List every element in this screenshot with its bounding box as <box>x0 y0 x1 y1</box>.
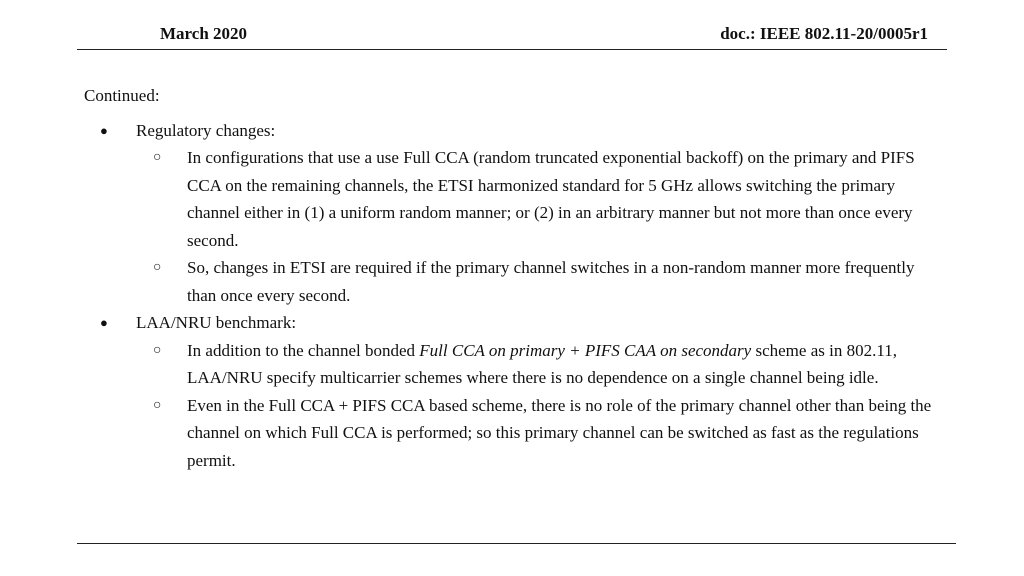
intro-text: Continued: <box>84 86 160 105</box>
sub-bullet-text-before: In addition to the channel bonded <box>187 340 420 360</box>
sub-bullet-multicarrier <box>84 337 947 392</box>
sub-bullet-text: Even in the Full CCA + PIFS CCA based scheme, there is no role of the primary channel other than being the channel on which Full CCA is performed; so this primary channel can be switched as fast as the regulations permit. <box>187 395 932 470</box>
header-divider <box>77 49 947 50</box>
sub-bullet-text-italic: Full CCA on primary + PIFS CAA on secondary <box>419 340 752 360</box>
sub-bullet-text: In configurations that use a use Full CCA (random truncated exponential backoff) on the primary and PIFS CCA on the remaining channels, the ETSI harmonized standard for 5 GHz allows switching the primary channel either in (1) a uniform random manner; or (2) in an arbitrary manner but not more than once every second. <box>187 148 915 250</box>
sub-bullet-primary-role <box>84 392 947 475</box>
sub-bullet-etsi-changes <box>84 254 947 309</box>
sub-bullet-icon: ○ <box>153 260 162 275</box>
bullet-regulatory-changes <box>84 117 964 145</box>
sub-bullet-etsi-switching <box>84 144 947 254</box>
bullet-laa-nru-benchmark <box>84 309 964 337</box>
sub-bullet-text-after: scheme as in 802.11, LAA/NRU specify multicarrier schemes where there is no dependence on a single channel being idle. <box>187 340 897 387</box>
footer-divider <box>77 543 956 544</box>
sub-bullet-icon: ○ <box>153 150 162 165</box>
bullet-heading: LAA/NRU benchmark: <box>136 313 297 332</box>
bullet-heading: Regulatory changes: <box>136 120 276 140</box>
document-body <box>84 82 964 474</box>
header-document-id: doc.: IEEE 802.11-20/0005r1 <box>720 24 928 43</box>
sub-bullet-icon: ○ <box>153 397 162 413</box>
sub-bullet-icon: ○ <box>153 342 162 358</box>
sub-bullet-text: So, changes in ETSI are required if the primary channel switches in a non-random manner more frequently than once every second. <box>187 258 915 305</box>
bullet-icon: ● <box>100 122 108 138</box>
header-date: March 2020 <box>160 24 248 43</box>
bullet-icon: ● <box>100 315 108 330</box>
